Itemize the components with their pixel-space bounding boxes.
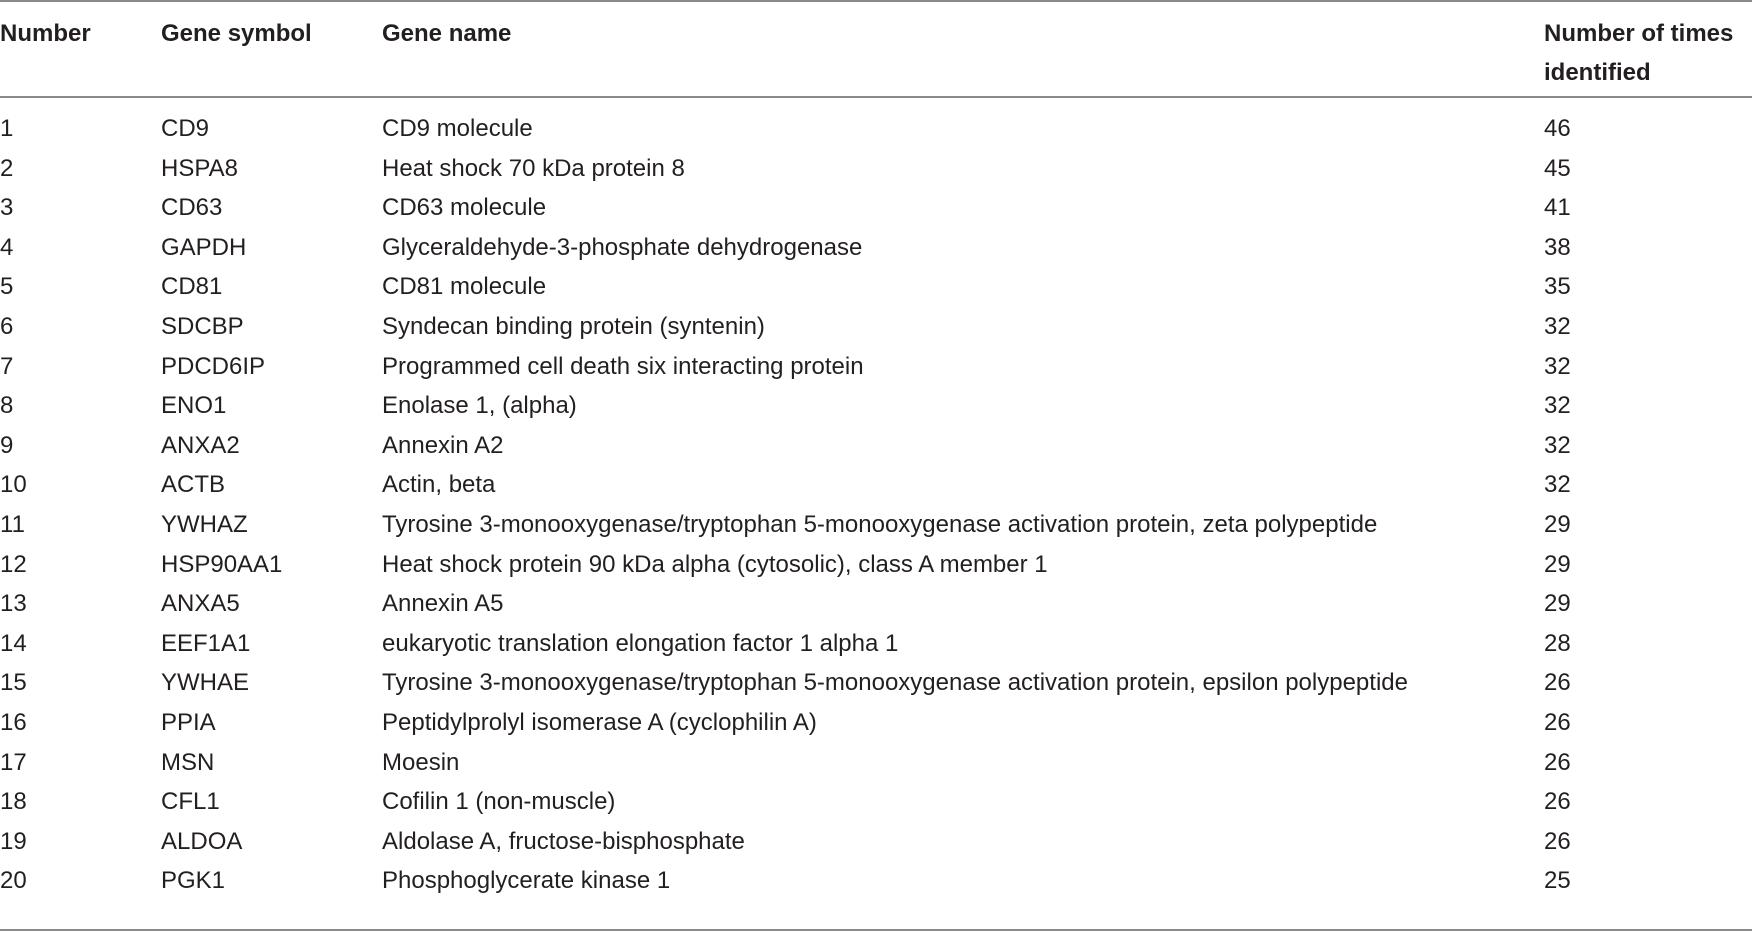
cell-gene-symbol: GAPDH — [161, 233, 247, 261]
cell-gene-name: Glyceraldehyde-3-phosphate dehydrogenase — [382, 233, 863, 261]
cell-gene-symbol: PGK1 — [161, 867, 226, 895]
table-row — [0, 228, 1752, 268]
cell-gene-symbol: ANXA2 — [161, 431, 240, 459]
cell-number: 11 — [0, 510, 25, 538]
cell-number: 15 — [0, 669, 27, 697]
cell-number: 16 — [0, 708, 27, 736]
cell-gene-symbol: EEF1A1 — [161, 629, 251, 657]
table-row — [0, 505, 1752, 545]
table-row — [0, 307, 1752, 347]
table-row — [0, 267, 1752, 307]
header-gene-symbol: Gene symbol — [161, 20, 312, 47]
cell-number: 18 — [0, 788, 27, 816]
cell-gene-symbol: HSPA8 — [161, 154, 238, 182]
cell-gene-name: Tyrosine 3-monooxygenase/tryptophan 5-monooxygenase activation protein, epsilon polypeptide — [382, 669, 1408, 697]
cell-gene-symbol: CD63 — [161, 194, 223, 222]
cell-gene-name: Tyrosine 3-monooxygenase/tryptophan 5-monooxygenase activation protein, zeta polypeptide — [382, 510, 1378, 538]
header-rule — [0, 96, 1752, 98]
cell-number: 9 — [0, 431, 14, 459]
cell-gene-name: Annexin A5 — [382, 590, 504, 618]
cell-number: 13 — [0, 590, 27, 618]
table-row — [0, 465, 1752, 505]
cell-number: 10 — [0, 471, 27, 499]
table-row — [0, 347, 1752, 387]
cell-gene-symbol: MSN — [161, 748, 215, 776]
cell-gene-name: Moesin — [382, 748, 460, 776]
cell-number: 2 — [0, 154, 14, 182]
header-number: Number — [0, 20, 91, 47]
cell-times-identified: 32 — [1544, 312, 1571, 340]
cell-gene-name: Phosphoglycerate kinase 1 — [382, 867, 671, 895]
cell-number: 3 — [0, 194, 14, 222]
table-row — [0, 386, 1752, 426]
cell-number: 5 — [0, 273, 14, 301]
cell-times-identified: 29 — [1544, 510, 1571, 538]
table-row — [0, 109, 1752, 149]
cell-gene-name: Enolase 1, (alpha) — [382, 392, 577, 420]
cell-times-identified: 28 — [1544, 629, 1571, 657]
cell-times-identified: 26 — [1544, 669, 1571, 697]
cell-times-identified: 46 — [1544, 115, 1571, 142]
cell-gene-name: Cofilin 1 (non-muscle) — [382, 788, 616, 816]
cell-times-identified: 32 — [1544, 431, 1571, 459]
cell-gene-symbol: YWHAZ — [161, 510, 248, 538]
cell-gene-symbol: YWHAE — [161, 669, 250, 697]
cell-gene-name: Peptidylprolyl isomerase A (cyclophilin A) — [382, 708, 817, 736]
cell-times-identified: 26 — [1544, 708, 1571, 736]
cell-number: 20 — [0, 867, 27, 895]
header-times-identified — [1544, 14, 1733, 92]
table-row — [0, 822, 1752, 862]
cell-gene-symbol: ENO1 — [161, 392, 227, 420]
cell-gene-name: Annexin A2 — [382, 431, 504, 459]
table-row — [0, 426, 1752, 466]
cell-gene-symbol: HSP90AA1 — [161, 550, 283, 578]
cell-gene-name: CD9 molecule — [382, 115, 533, 142]
cell-gene-symbol: PPIA — [161, 708, 216, 736]
cell-gene-symbol: PDCD6IP — [161, 352, 266, 380]
cell-gene-symbol: ANXA5 — [161, 590, 240, 618]
cell-times-identified: 26 — [1544, 748, 1571, 776]
table-row — [0, 188, 1752, 228]
cell-times-identified: 45 — [1544, 154, 1571, 182]
cell-gene-name: Aldolase A, fructose-bisphosphate — [382, 827, 745, 855]
cell-times-identified: 29 — [1544, 590, 1571, 618]
cell-times-identified: 32 — [1544, 352, 1571, 380]
cell-number: 17 — [0, 748, 27, 776]
cell-number: 1 — [0, 115, 14, 142]
header-times-identified-line1: Number of times — [1544, 20, 1734, 47]
cell-times-identified: 38 — [1544, 233, 1571, 261]
cell-gene-symbol: CD9 — [161, 115, 210, 142]
cell-times-identified: 32 — [1544, 392, 1571, 420]
table-body — [0, 109, 1752, 901]
table-row — [0, 149, 1752, 189]
cell-number: 4 — [0, 233, 14, 261]
cell-gene-name: Programmed cell death six interacting protein — [382, 352, 864, 380]
cell-number: 14 — [0, 629, 27, 657]
header-gene-name: Gene name — [382, 20, 512, 47]
cell-times-identified: 26 — [1544, 827, 1571, 855]
table-top-rule — [0, 0, 1752, 2]
table-row — [0, 584, 1752, 624]
table-row — [0, 861, 1752, 901]
cell-gene-name: CD63 molecule — [382, 194, 547, 222]
cell-times-identified: 32 — [1544, 471, 1571, 499]
cell-gene-symbol: SDCBP — [161, 312, 244, 340]
table-row — [0, 624, 1752, 664]
table-row — [0, 782, 1752, 822]
cell-gene-symbol: ACTB — [161, 471, 226, 499]
header-times-identified-line2: identified — [1544, 59, 1651, 86]
cell-times-identified: 35 — [1544, 273, 1571, 301]
cell-gene-symbol: CD81 — [161, 273, 223, 301]
cell-number: 6 — [0, 312, 14, 340]
cell-times-identified: 26 — [1544, 788, 1571, 816]
cell-number: 8 — [0, 392, 14, 420]
table-row — [0, 545, 1752, 585]
table-row — [0, 743, 1752, 783]
cell-number: 19 — [0, 827, 27, 855]
cell-gene-name: CD81 molecule — [382, 273, 547, 301]
cell-times-identified: 29 — [1544, 550, 1571, 578]
cell-times-identified: 41 — [1544, 194, 1571, 222]
cell-gene-name: Actin, beta — [382, 471, 496, 499]
cell-times-identified: 25 — [1544, 867, 1571, 895]
cell-gene-name: Syndecan binding protein (syntenin) — [382, 312, 765, 340]
cell-number: 7 — [0, 352, 14, 380]
cell-gene-symbol: ALDOA — [161, 827, 243, 855]
table-row — [0, 663, 1752, 703]
cell-gene-name: Heat shock protein 90 kDa alpha (cytosolic), class A member 1 — [382, 550, 1048, 578]
cell-gene-name: Heat shock 70 kDa protein 8 — [382, 154, 685, 182]
cell-number: 12 — [0, 550, 27, 578]
table-bottom-rule — [0, 929, 1752, 931]
cell-gene-name: eukaryotic translation elongation factor 1 alpha 1 — [382, 629, 899, 657]
cell-gene-symbol: CFL1 — [161, 788, 220, 816]
table-row — [0, 703, 1752, 743]
